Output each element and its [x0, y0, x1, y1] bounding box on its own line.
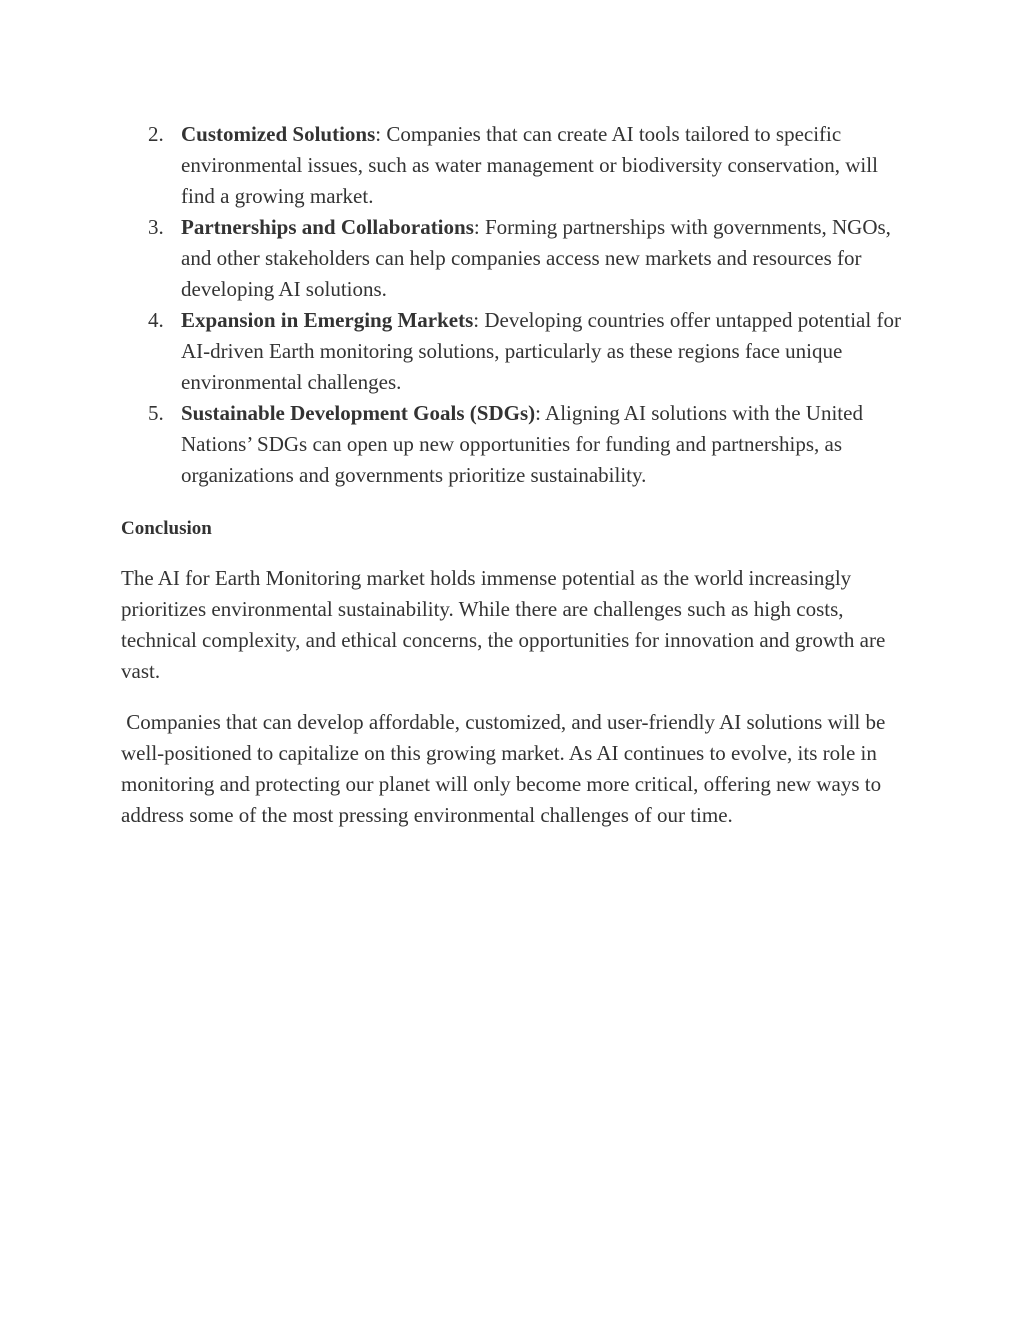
list-item: [121, 398, 911, 491]
list-item-number: 5.: [148, 401, 164, 425]
list-item-title: Customized Solutions: [181, 122, 376, 146]
opportunities-list: [121, 119, 911, 491]
conclusion-paragraph-1: The AI for Earth Monitoring market holds immense potential as the world increasingly prioritizes environmental sustainability. While there are challenges such as high costs, technical complexity, and ethical concerns, the opportunities for innovation and growth are vast.: [121, 566, 886, 683]
list-item: [121, 212, 911, 305]
list-item-number: 3.: [148, 215, 164, 239]
list-item-text: : Developing countries offer untapped potential for AI-driven Earth monitoring solutions, particularly as these regions face unique environmental challenges.: [181, 308, 901, 394]
list-item: [121, 119, 911, 212]
conclusion-heading: Conclusion: [121, 518, 212, 539]
list-item-text: : Companies that can create AI tools tailored to specific environmental issues, such as water management or biodiversity conservation, will find a growing market.: [181, 122, 878, 208]
list-item-text: : Aligning AI solutions with the United Nations’ SDGs can open up new opportunities for funding and partnerships, as organizations and governments prioritize sustainability.: [181, 401, 863, 487]
list-item-title: Partnerships and Collaborations: [181, 215, 474, 239]
list-item-title: Sustainable Development Goals (SDGs): [181, 401, 536, 425]
list-item-number: 4.: [148, 308, 164, 332]
list-item: [121, 305, 911, 398]
list-item-text: : Forming partnerships with governments, NGOs, and other stakeholders can help companies access new markets and resources for developing AI solutions.: [181, 215, 891, 301]
conclusion-paragraph-2: Companies that can develop affordable, customized, and user-friendly AI solutions will be well-positioned to capitalize on this growing market. As AI continues to evolve, its role in monitoring and protecting our planet will only become more critical, offering new ways to address some of the most pressing environmental challenges of our time.: [121, 710, 891, 827]
list-item-title: Expansion in Emerging Markets: [181, 308, 474, 332]
list-item-number: 2.: [148, 122, 164, 146]
